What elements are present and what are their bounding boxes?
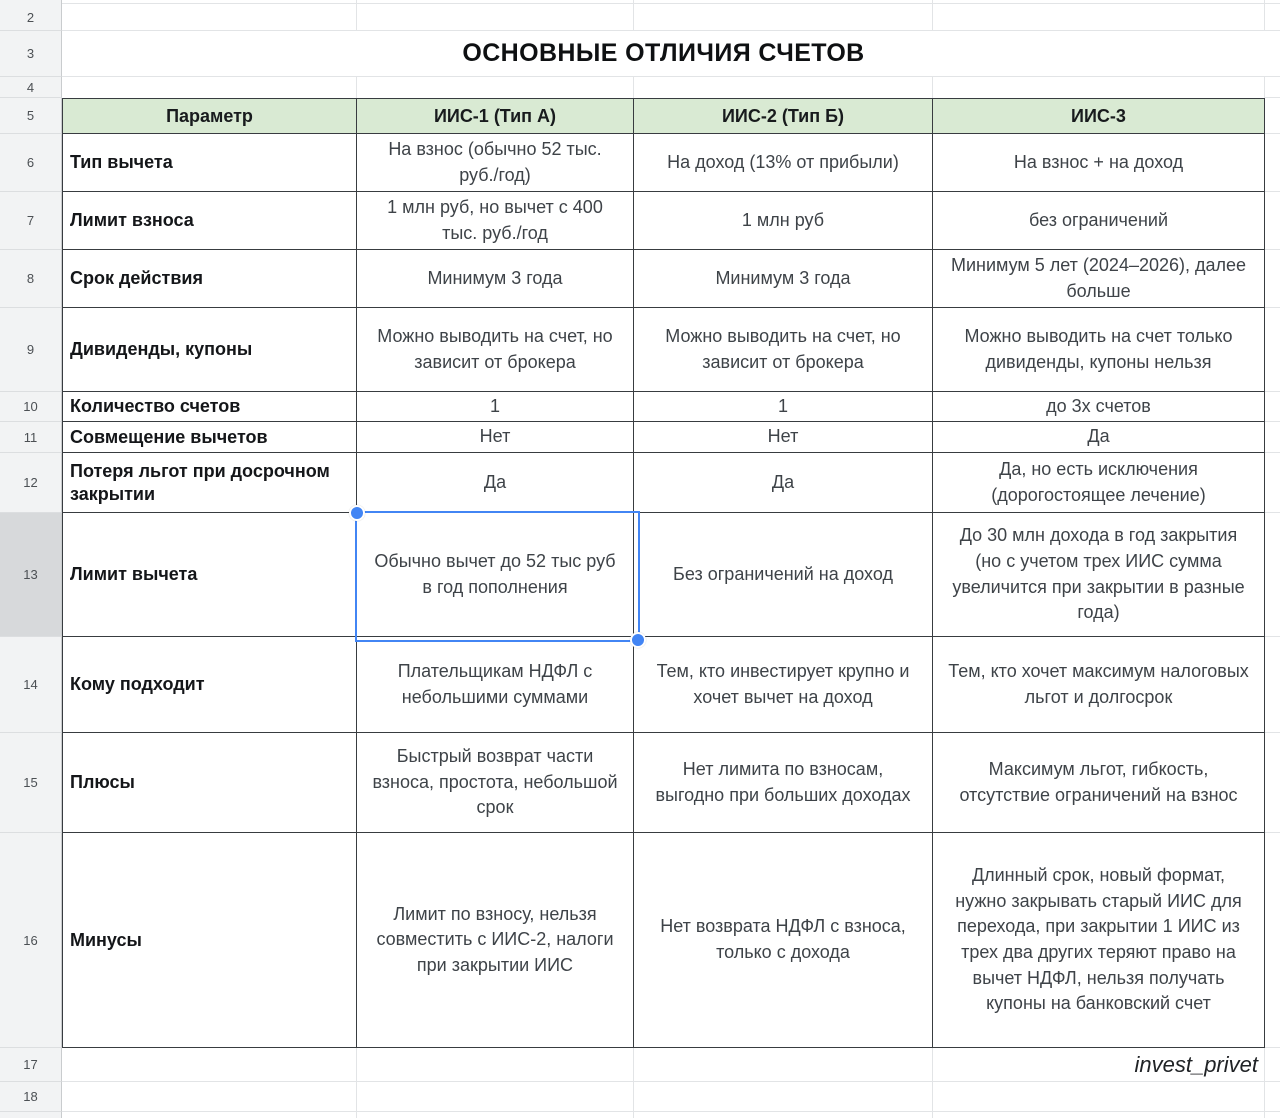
row-header[interactable]: 9 bbox=[0, 308, 62, 392]
value-cell[interactable]: Нет лимита по взносам, выгодно при больших доходах bbox=[634, 733, 933, 833]
empty-cell[interactable] bbox=[1265, 250, 1280, 308]
row-header[interactable]: 17 bbox=[0, 1048, 62, 1082]
row-header[interactable]: 18 bbox=[0, 1082, 62, 1112]
value-cell[interactable]: без ограничений bbox=[933, 192, 1265, 250]
param-cell[interactable]: Минусы bbox=[62, 833, 357, 1048]
page-title[interactable]: ОСНОВНЫЕ ОТЛИЧИЯ СЧЕТОВ bbox=[62, 31, 1265, 77]
row-header[interactable]: 15 bbox=[0, 733, 62, 833]
value-cell[interactable]: Да bbox=[634, 453, 933, 513]
value-cell[interactable]: До 30 млн дохода в год закрытия (но с учетом трех ИИС сумма увеличится при закрытии в разные года) bbox=[933, 513, 1265, 637]
column-header-param[interactable]: Параметр bbox=[62, 98, 357, 134]
row-header[interactable]: 2 bbox=[0, 4, 62, 31]
row-header[interactable]: 5 bbox=[0, 98, 62, 134]
param-cell[interactable]: Тип вычета bbox=[62, 134, 357, 192]
empty-cell[interactable] bbox=[1265, 308, 1280, 392]
value-cell[interactable]: до 3х счетов bbox=[933, 392, 1265, 422]
value-cell[interactable]: Можно выводить на счет, но зависит от брокера bbox=[634, 308, 933, 392]
value-cell[interactable]: Тем, кто инвестирует крупно и хочет вычет на доход bbox=[634, 637, 933, 733]
empty-cell[interactable] bbox=[634, 1082, 933, 1112]
value-cell[interactable]: Тем, кто хочет максимум налоговых льгот и долгосрок bbox=[933, 637, 1265, 733]
row-header[interactable]: 14 bbox=[0, 637, 62, 733]
column-header-iis3[interactable]: ИИС-3 bbox=[933, 98, 1265, 134]
row-header[interactable]: 10 bbox=[0, 392, 62, 422]
empty-cell[interactable] bbox=[357, 77, 634, 98]
value-cell[interactable]: Длинный срок, новый формат, нужно закрывать старый ИИС для перехода, при закрытии 1 ИИС из трех два других теряют право на вычет НДФЛ, нельзя получать купоны на банковский счет bbox=[933, 833, 1265, 1048]
param-cell[interactable]: Лимит взноса bbox=[62, 192, 357, 250]
value-cell[interactable]: Да bbox=[357, 453, 634, 513]
empty-cell[interactable] bbox=[1265, 1048, 1280, 1082]
empty-cell[interactable] bbox=[1265, 134, 1280, 192]
empty-cell[interactable] bbox=[62, 4, 357, 31]
empty-cell[interactable] bbox=[1265, 1112, 1280, 1118]
row-header[interactable]: 7 bbox=[0, 192, 62, 250]
row-header[interactable]: 3 bbox=[0, 31, 62, 77]
value-cell[interactable]: Нет возврата НДФЛ с взноса, только с дохода bbox=[634, 833, 933, 1048]
value-cell[interactable]: 1 bbox=[357, 392, 634, 422]
value-cell[interactable]: Минимум 3 года bbox=[357, 250, 634, 308]
value-cell[interactable]: Быстрый возврат части взноса, простота, небольшой срок bbox=[357, 733, 634, 833]
empty-cell[interactable] bbox=[357, 1048, 634, 1082]
column-header-iis1[interactable]: ИИС-1 (Тип А) bbox=[357, 98, 634, 134]
empty-cell[interactable] bbox=[1265, 833, 1280, 1048]
column-header-iis2[interactable]: ИИС-2 (Тип Б) bbox=[634, 98, 933, 134]
empty-cell[interactable] bbox=[933, 4, 1265, 31]
selection-handle-bottom-right[interactable] bbox=[630, 632, 646, 648]
value-cell[interactable]: На взнос + на доход bbox=[933, 134, 1265, 192]
row-header[interactable] bbox=[0, 1112, 62, 1118]
value-cell[interactable]: Можно выводить на счет, но зависит от брокера bbox=[357, 308, 634, 392]
param-cell[interactable]: Потеря льгот при досрочном закрытии bbox=[62, 453, 357, 513]
selected-value-cell[interactable]: Обычно вычет до 52 тыс руб в год пополнения bbox=[357, 513, 634, 637]
param-cell[interactable]: Количество счетов bbox=[62, 392, 357, 422]
value-cell[interactable]: Лимит по взносу, нельзя совместить с ИИС-2, налоги при закрытии ИИС bbox=[357, 833, 634, 1048]
empty-cell[interactable] bbox=[1265, 453, 1280, 513]
value-cell[interactable]: 1 bbox=[634, 392, 933, 422]
row-header[interactable]: 16 bbox=[0, 833, 62, 1048]
value-cell[interactable]: Минимум 5 лет (2024–2026), далее больше bbox=[933, 250, 1265, 308]
empty-cell[interactable] bbox=[62, 1112, 357, 1118]
empty-cell[interactable] bbox=[357, 4, 634, 31]
cell-selection[interactable] bbox=[355, 511, 640, 642]
param-cell[interactable]: Совмещение вычетов bbox=[62, 422, 357, 453]
empty-cell[interactable] bbox=[62, 1082, 357, 1112]
empty-cell[interactable] bbox=[634, 4, 933, 31]
row-header-selected[interactable]: 13 bbox=[0, 513, 62, 637]
empty-cell[interactable] bbox=[1265, 637, 1280, 733]
row-header[interactable]: 4 bbox=[0, 77, 62, 98]
signature-cell[interactable]: invest_privet bbox=[933, 1048, 1265, 1082]
row-header[interactable]: 8 bbox=[0, 250, 62, 308]
param-cell[interactable]: Срок действия bbox=[62, 250, 357, 308]
empty-cell[interactable] bbox=[634, 1048, 933, 1082]
empty-cell[interactable] bbox=[1265, 98, 1280, 134]
param-cell[interactable]: Лимит вычета bbox=[62, 513, 357, 637]
empty-cell[interactable] bbox=[634, 1112, 933, 1118]
empty-cell[interactable] bbox=[1265, 31, 1280, 77]
param-cell[interactable]: Дивиденды, купоны bbox=[62, 308, 357, 392]
value-cell[interactable]: Можно выводить на счет только дивиденды, купоны нельзя bbox=[933, 308, 1265, 392]
value-cell[interactable]: 1 млн руб, но вычет с 400 тыс. руб./год bbox=[357, 192, 634, 250]
empty-cell[interactable] bbox=[1265, 77, 1280, 98]
empty-cell[interactable] bbox=[1265, 733, 1280, 833]
empty-cell[interactable] bbox=[357, 1082, 634, 1112]
empty-cell[interactable] bbox=[933, 77, 1265, 98]
empty-cell[interactable] bbox=[1265, 1082, 1280, 1112]
value-cell[interactable]: 1 млн руб bbox=[634, 192, 933, 250]
value-cell[interactable]: Да, но есть исключения (дорогостоящее лечение) bbox=[933, 453, 1265, 513]
value-cell[interactable]: Нет bbox=[634, 422, 933, 453]
value-cell[interactable]: Нет bbox=[357, 422, 634, 453]
empty-cell[interactable] bbox=[933, 1112, 1265, 1118]
value-cell[interactable]: Без ограничений на доход bbox=[634, 513, 933, 637]
value-cell[interactable]: На взнос (обычно 52 тыс. руб./год) bbox=[357, 134, 634, 192]
empty-cell[interactable] bbox=[1265, 513, 1280, 637]
empty-cell[interactable] bbox=[933, 1082, 1265, 1112]
empty-cell[interactable] bbox=[634, 77, 933, 98]
empty-cell[interactable] bbox=[1265, 192, 1280, 250]
row-header[interactable]: 12 bbox=[0, 453, 62, 513]
value-cell[interactable]: Максимум льгот, гибкость, отсутствие ограничений на взнос bbox=[933, 733, 1265, 833]
param-cell[interactable]: Кому подходит bbox=[62, 637, 357, 733]
value-cell[interactable]: Плательщикам НДФЛ с небольшими суммами bbox=[357, 637, 634, 733]
value-cell[interactable]: На доход (13% от прибыли) bbox=[634, 134, 933, 192]
value-cell[interactable]: Да bbox=[933, 422, 1265, 453]
selection-handle-top-left[interactable] bbox=[349, 505, 365, 521]
row-header[interactable]: 11 bbox=[0, 422, 62, 453]
row-header[interactable]: 6 bbox=[0, 134, 62, 192]
value-cell[interactable]: Минимум 3 года bbox=[634, 250, 933, 308]
empty-cell[interactable] bbox=[1265, 392, 1280, 422]
empty-cell[interactable] bbox=[1265, 4, 1280, 31]
empty-cell[interactable] bbox=[1265, 422, 1280, 453]
empty-cell[interactable] bbox=[357, 1112, 634, 1118]
empty-cell[interactable] bbox=[62, 1048, 357, 1082]
empty-cell[interactable] bbox=[62, 77, 357, 98]
param-cell[interactable]: Плюсы bbox=[62, 733, 357, 833]
